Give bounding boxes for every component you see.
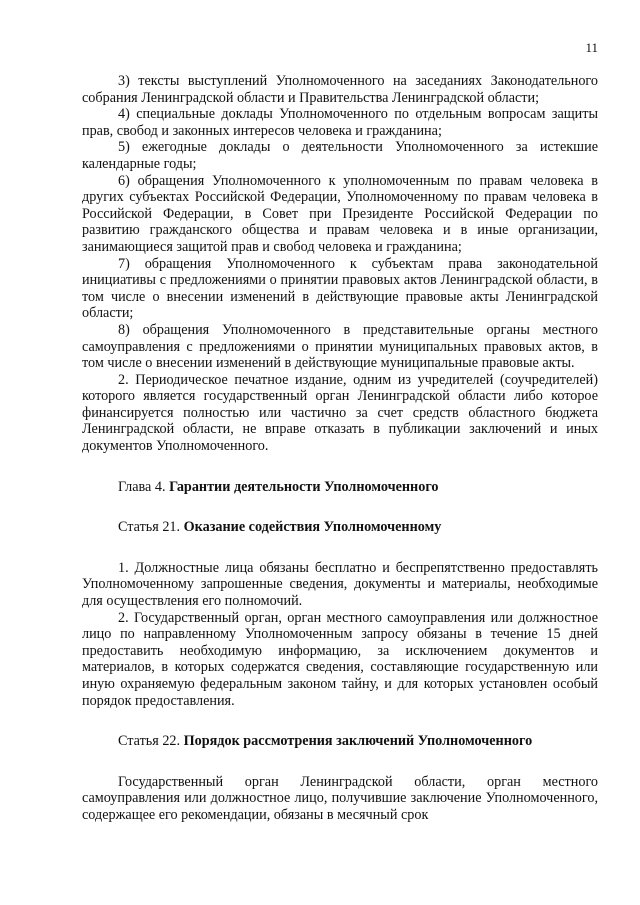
paragraph-part-2: 2. Периодическое печатное издание, одним из учредителей (соучредителей) которого является государственный орган Ленинградской области либо которое финансируется полностью или частично за счет средств областного бюджета Ленинградской области, не вправе отказать в публикации заключений и иных документов Уполномоченного. <box>82 371 598 455</box>
chapter-prefix: Глава 4. <box>118 478 170 495</box>
paragraph-item-6: 6) обращения Уполномоченного к уполномоченным по правам человека в других субъектах Российской Федерации, Уполномоченному по правам человека в Российской Федерации, в Совет при Президенте Российской Федерации по развитию гражданского общества и правам человека и в иные организации, занимающиеся защитой прав и свобод человека и гражданина; <box>82 172 598 255</box>
article-22-heading <box>82 733 598 750</box>
article-22-paragraph-1: Государственный орган Ленинградской области, орган местного самоуправления или должностное лицо, получившие заключение Уполномоченного, содержащее его рекомендации, обязаны в месячный срок <box>82 773 598 823</box>
article-21-heading <box>82 519 598 536</box>
article-22-title: Порядок рассмотрения заключений Уполномоченного <box>183 733 533 750</box>
paragraph-item-7: 7) обращения Уполномоченного к субъектам права законодательной инициативы с предложениями о принятии правовых актов Ленинградской области, в том числе о внесении изменений в действующие правовые акты Ленинградской области; <box>82 255 598 322</box>
article-21-prefix: Статья 21. <box>118 519 184 536</box>
article-21-paragraph-1: 1. Должностные лица обязаны бесплатно и беспрепятственно предоставлять Уполномоченному запрошенные сведения, документы и материалы, необходимые для осуществления его полномочий. <box>82 559 598 610</box>
article-21-paragraph-2: 2. Государственный орган, орган местного самоуправления или должностное лицо по направленному Уполномоченным запросу обязаны в течение 15 дней предоставить необходимую информацию, за исключением документов и материалов, в которых содержатся сведения, составляющие государственную или иную охраняемую федеральным законом тайну, и для которых установлен особый порядок предоставления. <box>82 609 598 709</box>
paragraph-item-4: 4) специальные доклады Уполномоченного по отдельным вопросам защиты прав, свобод и законных интересов человека и гражданина; <box>82 106 598 139</box>
article-21-title: Оказание содействия Уполномоченному <box>183 519 442 536</box>
article-22-prefix: Статья 22. <box>118 733 184 750</box>
document-body <box>82 73 598 824</box>
paragraph-item-5: 5) ежегодные доклады о деятельности Уполномоченного за истекшие календарные годы; <box>82 139 598 172</box>
paragraph-item-3: 3) тексты выступлений Уполномоченного на заседаниях Законодательного собрания Ленинградской области и Правительства Ленинградской области; <box>82 73 598 106</box>
chapter-title: Гарантии деятельности Уполномоченного <box>169 478 439 495</box>
paragraph-item-8: 8) обращения Уполномоченного в представительные органы местного самоуправления с предложениями о принятии муниципальных правовых актов, в том числе о внесении изменений в действующие муниципальные правовые акты. <box>82 321 598 372</box>
chapter-heading <box>82 479 598 496</box>
page-number: 11 <box>585 40 598 55</box>
